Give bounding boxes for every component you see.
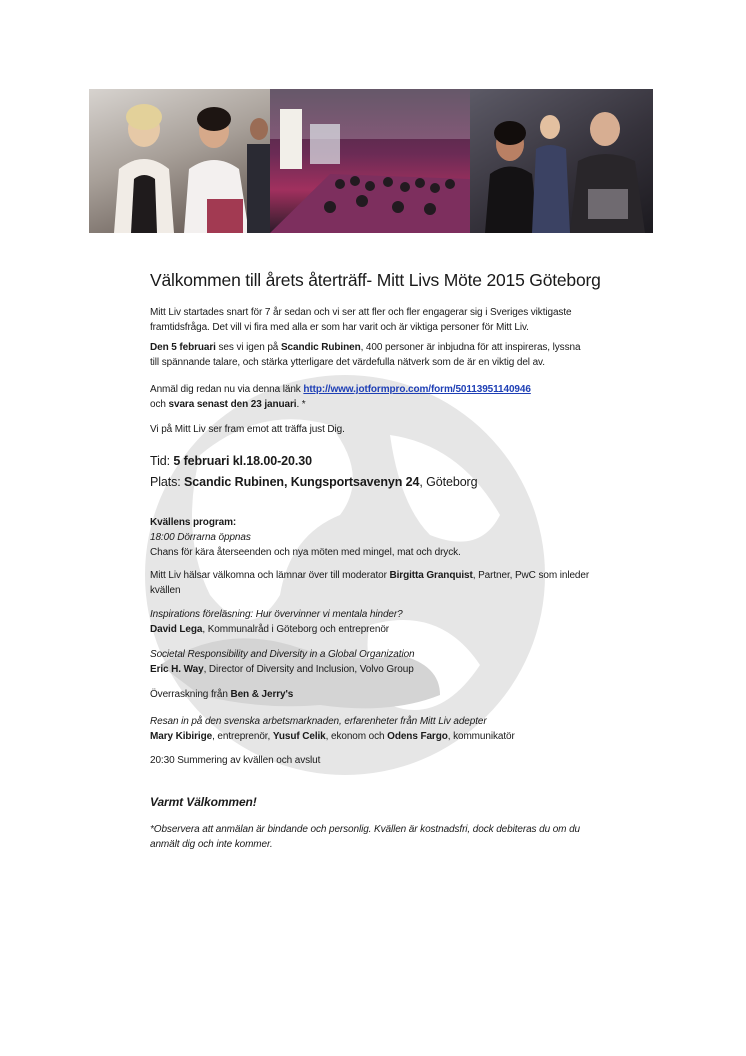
see-you-text: Vi på Mitt Liv ser fram emot att träffa just Dig. (150, 424, 345, 435)
talk-3-title: Resan in på den svenska arbetsmarknaden, erfarenheter från Mitt Liv adepter (150, 716, 487, 727)
welcome-item (150, 568, 590, 598)
panel-person-2-role: , ekonom och (325, 731, 388, 742)
place-city: , Göteborg (419, 475, 478, 489)
invite-date: Den 5 februari (150, 342, 216, 353)
signup-suffix: . * (296, 399, 306, 410)
talk-2 (150, 647, 590, 677)
signup-link[interactable]: http://www.jotformpro.com/form/50113951140946 (303, 384, 531, 395)
doors-open: 18:00 Dörrarna öppnas (150, 532, 251, 543)
surprise-item (150, 687, 590, 702)
intro-paragraph: Mitt Liv startades snart för 7 år sedan och vi ser att fler och fler engagerar sig i Sveriges viktigaste framtidsfråga. Det vill vi fira med alla er som har varit och är viktiga personer för Mitt Liv. (150, 307, 572, 333)
invite-text-1: ses vi igen på (215, 342, 281, 353)
welcome-text-2: , Partner, PwC som inleder kvällen (150, 570, 590, 596)
signup-deadline: svara senast den 23 januari (168, 399, 297, 410)
surprise-from: Ben & Jerry's (230, 689, 294, 700)
talk-3 (150, 714, 590, 744)
footnote: *Observera att anmälan är bindande och personlig. Kvällen är kostnadsfri, dock debiteras du om du anmält dig och inte kommer. (150, 824, 580, 850)
talk-1-role: , Kommunalråd i Göteborg och entreprenör (202, 624, 390, 635)
doors-description: Chans för kära återseenden och nya möten med mingel, mat och dryck. (150, 547, 461, 558)
talk-1-title: Inspirations föreläsning: Hur övervinner vi mentala hinder? (150, 609, 403, 620)
time-value: 5 februari kl.18.00-20.30 (173, 454, 312, 468)
invite-paragraph (150, 340, 590, 370)
signup-and: och (150, 399, 169, 410)
welcome-text-1: Mitt Liv hälsar välkomna och lämnar över till moderator (150, 570, 390, 581)
talk-2-speaker: Eric H. Way (150, 664, 204, 675)
panel-person-1: Mary Kibirige (150, 731, 213, 742)
program-heading: Kvällens program: (150, 517, 237, 528)
panel-person-3-role: , kommunikatör (447, 731, 515, 742)
invite-text-2: , 400 personer är inbjudna för att inspireras, lyssna till spännande talare, och stärka ytterligare det värdefulla nätverk som de är en viktig del av. (150, 342, 581, 368)
panel-person-1-role: , entreprenör, (212, 731, 273, 742)
panel-person-2: Yusuf Celik (272, 731, 326, 742)
signup-text: Anmäl dig redan nu via denna länk (150, 384, 304, 395)
talk-1-speaker: David Lega (150, 624, 203, 635)
event-photo-3 (470, 89, 653, 233)
place-value: Scandic Rubinen, Kungsportsavenyn 24 (184, 475, 420, 489)
warm-welcome: Varmt Välkommen! (150, 795, 257, 809)
time-label: Tid: (150, 454, 174, 468)
header-photo-strip (89, 89, 653, 233)
closing-item: 20:30 Summering av kvällen och avslut (150, 755, 321, 766)
moderator-name: Birgitta Granquist (389, 570, 473, 581)
signup-paragraph (150, 382, 590, 412)
event-photo-1 (89, 89, 270, 233)
place-label: Plats: (150, 475, 185, 489)
talk-2-role: , Director of Diversity and Inclusion, Volvo Group (203, 664, 414, 675)
event-photo-2 (270, 89, 470, 233)
invite-venue: Scandic Rubinen (280, 342, 361, 353)
program-opening (150, 515, 590, 560)
panel-person-3: Odens Fargo (387, 731, 448, 742)
page-title: Välkommen till årets återträff- Mitt Livs Möte 2015 Göteborg (150, 270, 601, 290)
time-line (150, 451, 590, 493)
talk-1 (150, 607, 590, 637)
talk-2-title: Societal Responsibility and Diversity in a Global Organization (150, 649, 415, 660)
surprise-text: Överraskning från (150, 689, 231, 700)
